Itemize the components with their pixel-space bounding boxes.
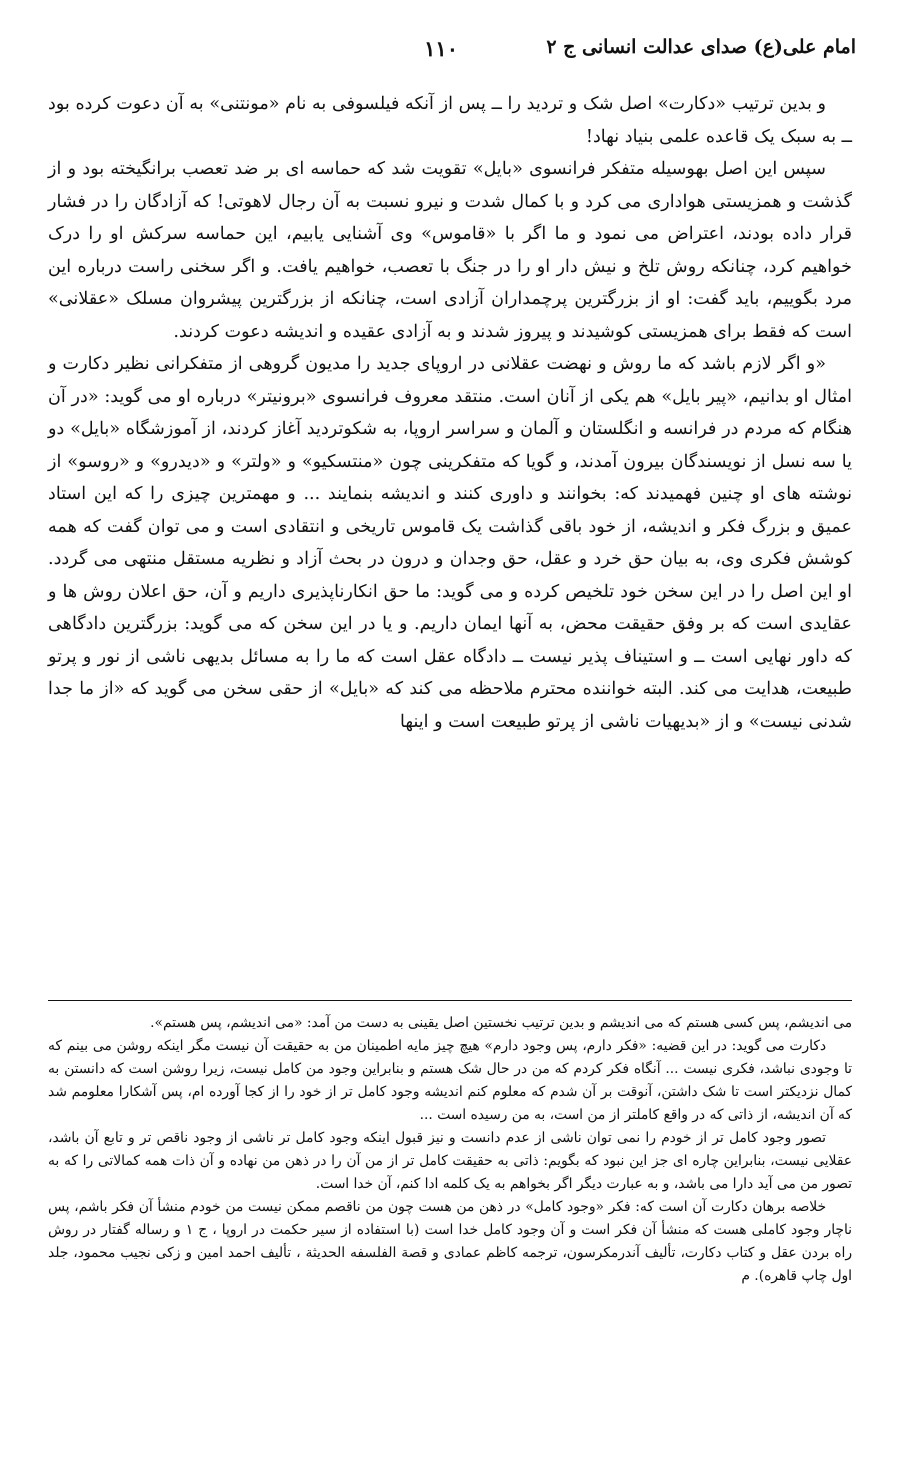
footnote-paragraph: تصور وجود کامل تر از خودم را نمی توان ناشی از عدم دانست و نیز قبول اینکه وجود کامل تر ناشی از وجود ناقص تر و تابع آن باشد، عقلایی نیست، بنابراین چاره ای جز این نبود که بگویم: ذاتی به حقیقت کامل تر از من آن را در ذهن من نهاده و آن ذات همه کمالاتی را که به تصور من می آید دارا می باشد، و به عبارت دیگر اگر بخواهم به یک کلمه ادا کنم، آن خدا است. bbox=[48, 1130, 852, 1192]
header-title: امام علی(ع) صدای عدالت انسانی ج ۲ bbox=[546, 36, 856, 58]
page-number: ۱۱۰ bbox=[424, 36, 458, 61]
main-text bbox=[48, 88, 852, 738]
footnote-paragraph: می اندیشم، پس کسی هستم که می اندیشم و بدین ترتیب نخستین اصل یقینی به دست من آمد: «می اندیشم، پس هستم». bbox=[150, 1015, 852, 1031]
running-header bbox=[44, 36, 856, 66]
footnote-divider bbox=[48, 1000, 852, 1001]
footnotes bbox=[48, 1012, 852, 1288]
body-paragraph: سپس این اصل بهوسیله متفکر فرانسوی «بایل» تقویت شد که حماسه ای بر ضد تعصب برانگیخته بود و از گذشت و همزیستی هواداری می کرد و با کمال شدت و نیرو نسبت به آن رجال لاهوتی! که آزادگان را در فشار قرار داده بودند، اعتراض می نمود و ما اگر با «قاموس» وی آشنایی یابیم، این حماسه سرکش او را درک خواهیم کرد، چنانکه روش تلخ و نیش دار او را در جنگ با تعصب، خواهیم یافت. و اگر سخنی راست درباره این مرد بگوییم، باید گفت: او از بزرگترین پرچمداران آزادی است، چنانکه از بزرگترین پیشروان مسلک «عقلانی» است که فقط برای همزیستی کوشیدند و پیروز شدند و به آزادی عقیده و اندیشه دعوت کردند. bbox=[48, 159, 852, 342]
body-paragraph: و بدین ترتیب «دکارت» اصل شک و تردید را ــ پس از آنکه فیلسوفی به نام «مونتنی» به آن دعوت کرده بود ــ به سبک یک قاعده علمی بنیاد نهاد! bbox=[48, 94, 852, 147]
footnote-paragraph: خلاصه برهان دکارت آن است که: فکر «وجود کامل» در ذهن من هست چون من ناقصم ممکن نیست من خودم منشأ آن فکر باشم، پس ناچار وجود کاملی هست که منشأ آن فکر است و آن وجود کامل خدا است (با استفاده از سیر حکمت در اروپا ، ج ۱ و رساله گفتار در روش راه بردن عقل و کتاب دکارت، تألیف آندرمکرسون، ترجمه کاظم عمادی و قصة الفلسفه الحدیثة ، تألیف احمد امین و زکی نجیب محمود، جلد اول چاپ قاهره). م bbox=[48, 1199, 852, 1284]
footnote-paragraph: دکارت می گوید: در این قضیه: «فکر دارم، پس وجود دارم» هیچ چیز مایه اطمینان من به حقیقت آن نیست مگر اینکه روشن می بینم که تا وجودی نباشد، فکری نیست ... آنگاه فکر کردم که من در حال شک هستم و بنابراین وجود من کامل نیست، زیرا روشن است که دانستن به کمال نزدیکتر است تا شک داشتن، آنوقت بر آن شدم که معلوم کنم اندیشه وجود کامل تر از خود را از کجا آورده ام، پس آشکارا معلومم شد که آن اندیشه، از ذاتی که در واقع کاملتر از من است، به من رسیده است ... bbox=[48, 1038, 852, 1123]
body-paragraph: «و اگر لازم باشد که ما روش و نهضت عقلانی در اروپای جدید را مدیون گروهی از متفکرانی نظیر دکارت و امثال او بدانیم، «پیر بایل» هم یکی از آنان است. منتقد معروف فرانسوی «برونیتر» درباره او می گوید: «در آن هنگام که مردم در فرانسه و انگلستان و آلمان و سراسر اروپا، به شکوتردید آغاز کردند، از آموزشگاه «بایل» دو یا سه نسل از نویسندگان بیرون آمدند، و گویا که متفکرینی چون «منتسکیو» و «ولتر» و «دیدرو» و «روسو» از نوشته های او چنین فهمیدند که: بخوانند و داوری کنند و اندیشه بنمایند ... و مهمترین چیزی را که این استاد عمیق و بزرگ فکر و اندیشه، از خود باقی گذاشت یک قاموس تاریخی و انتقادی است و می توان گفت که همه کوشش فکری وی، به بیان حق خرد و عقل، حق وجدان و درون در بحث آزاد و نظریه مستقل منتهی می گردد. او این اصل را در این سخن خود تلخیص کرده و می گوید: ما حق انکارناپذیری داریم و آن، حق اعلان روش ها و عقایدی است که بر وفق حقیقت محض، به آنها ایمان داریم. و یا در این سخن که می گوید: بزرگترین دادگاهی که داور نهایی است ــ و استیناف پذیر نیست ــ دادگاه عقل است که ما را به مسائل بدیهی ناشی از نور و پرتو طبیعت، هدایت می کند. البته خواننده محترم ملاحظه می کند که «بایل» از حقی سخن می گوید که «از ما جدا شدنی نیست» و از «بدیهیات ناشی از پرتو طبیعت است و اینها bbox=[48, 354, 852, 732]
